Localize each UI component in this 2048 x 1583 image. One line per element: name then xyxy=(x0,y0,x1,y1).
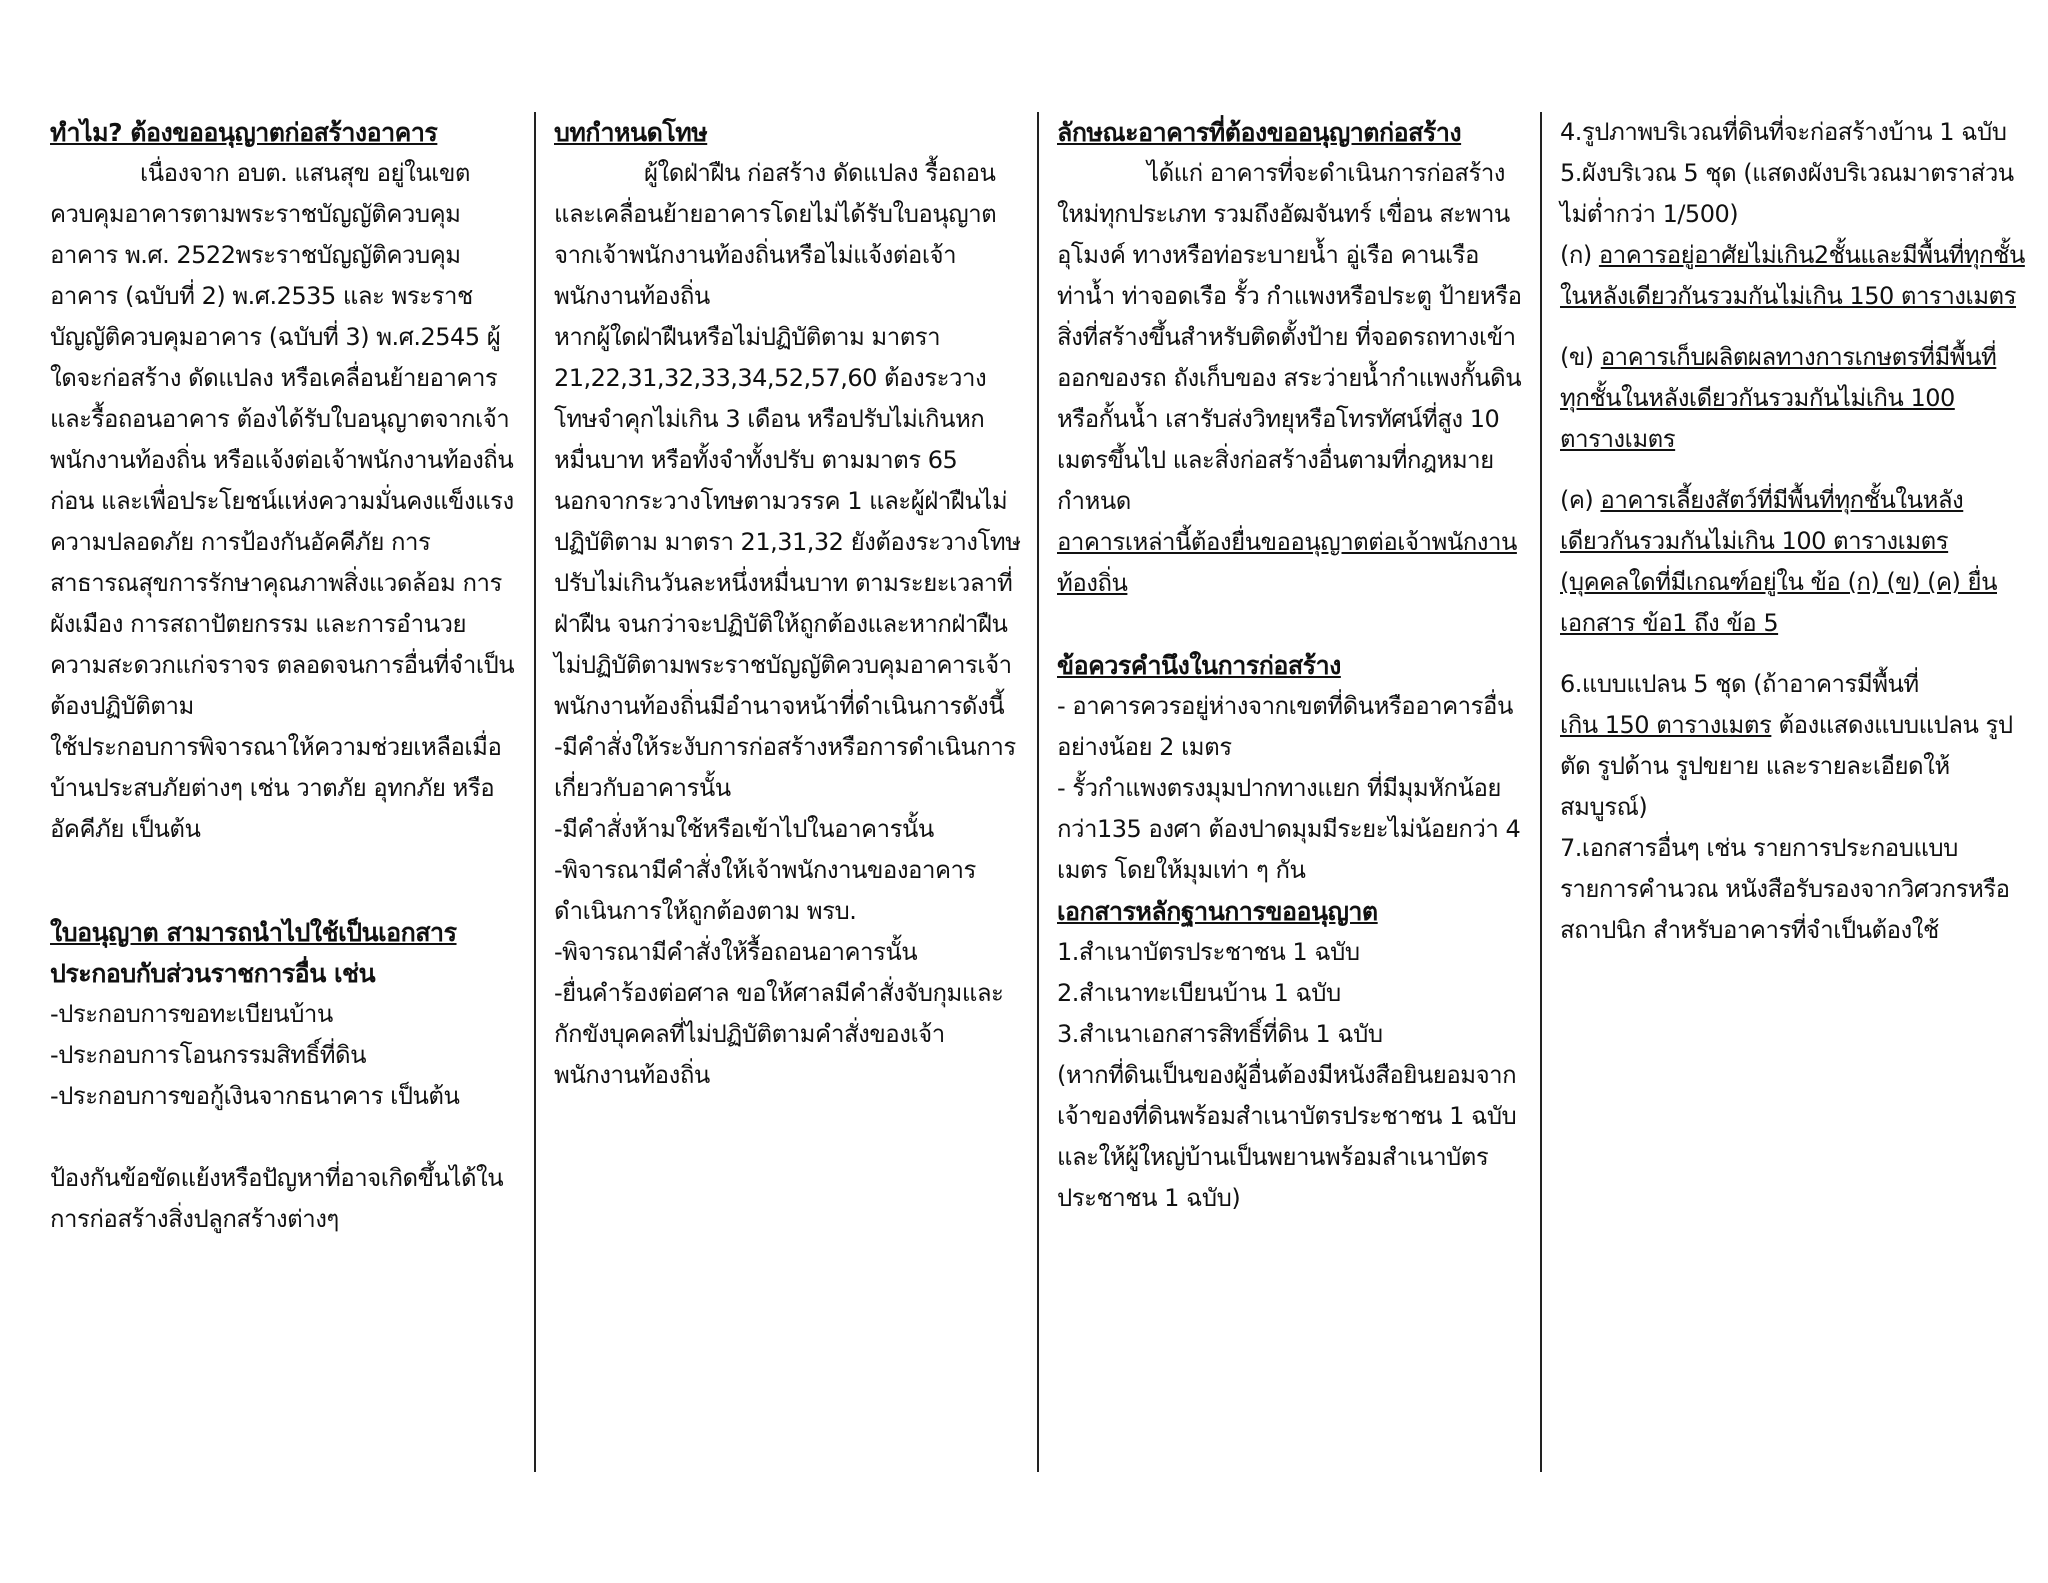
heading-considerations: ข้อควรคำนึงในการก่อสร้าง xyxy=(1057,651,1341,680)
building-types-note: อาคารเหล่านี้ต้องยื่นขออนุญาตต่อเจ้าพนักงานท้องถิ่น xyxy=(1057,528,1517,597)
category-b-label: (ข) xyxy=(1560,343,1601,371)
column-building-types xyxy=(1057,112,1527,1219)
spacer xyxy=(1560,644,2025,664)
item-6-underline: เกิน 150 ตารางเมตร xyxy=(1560,711,1772,739)
column-divider-2 xyxy=(1037,112,1039,1472)
column-divider-3 xyxy=(1540,112,1542,1472)
permit-item: -ประกอบการโอนกรรมสิทธิ์ที่ดิน xyxy=(50,1041,367,1069)
closing-text: ป้องกันข้อขัดแย้งหรือปัญหาที่อาจเกิดขึ้นได้ในการก่อสร้างสิ่งปลูกสร้างต่างๆ xyxy=(50,1164,504,1233)
spacer xyxy=(50,850,520,912)
heading-penalty: บทกำหนดโทษ xyxy=(554,118,708,147)
penalty-body: ผู้ใดฝ่าฝืน ก่อสร้าง ดัดแปลง รื้อถอน และเคลื่อนย้ายอาคารโดยไม่ได้รับใบอนุญาตจากเจ้าพนักงานท้องถิ่นหรือไม่แจ้งต่อเจ้าพนักงานท้องถิ่น xyxy=(554,159,997,310)
building-types-body: ได้แก่ อาคารที่จะดำเนินการก่อสร้างใหม่ทุกประเภท รวมถึงอัฒจันทร์ เขื่อน สะพาน อุโมงค์ ทางหรือท่อระบายน้ำ อู่เรือ คานเรือ ท่าน้ำ ท่าจอดเรือ รั้ว กำแพงหรือประตู ป้ายหรือสิ่งที่สร้างขึ้นสำหรับติดตั้งป้าย ที่จอดรถทางเข้าออกของรถ ถังเก็บของ สระว่ายน้ำกำแพงกั้นดินหรือกั้นน้ำ เสารับส่งวิทยุหรือโทรทัศน์ที่สูง 10 เมตรขึ้นไป และสิ่งก่อสร้างอื่นตามที่กฎหมายกำหนด xyxy=(1057,159,1522,515)
document-item: 3.สำเนาเอกสารสิทธิ์ที่ดิน 1 ฉบับ xyxy=(1057,1020,1383,1048)
building-category-a xyxy=(1560,235,2025,317)
why-permit-body-2: ใช้ประกอบการพิจารณาให้ความช่วยเหลือเมื่อบ้านประสบภัยต่างๆ เช่น วาตภัย อุทกภัย หรืออัคคีภัย เป็นต้น xyxy=(50,733,502,843)
spacer xyxy=(1560,460,2025,480)
permit-item: -ประกอบการขอกู้เงินจากธนาคาร เป็นต้น xyxy=(50,1082,460,1110)
document-item: 2.สำเนาทะเบียนบ้าน 1 ฉบับ xyxy=(1057,979,1341,1007)
heading-permit-usage: ใบอนุญาต สามารถนำไปใช้เป็นเอกสาร xyxy=(50,918,457,947)
spacer xyxy=(1057,604,1527,645)
penalty-item: -ยื่นคำร้องต่อศาล ขอให้ศาลมีคำสั่งจับกุมและกักขังบุคคลที่ไม่ปฏิบัติตามคำสั่งของเจ้าพนักงานท้องถิ่น xyxy=(554,979,1004,1089)
building-category-c xyxy=(1560,480,2025,562)
building-category-b xyxy=(1560,337,2025,460)
document-item-5: 5.ผังบริเวณ 5 ชุด (แสดงผังบริเวณมาตราส่วนไม่ต่ำกว่า 1/500) xyxy=(1560,159,2014,228)
item-6-prefix: 6.แบบแปลน 5 ชุด (ถ้าอาคารมีพื้นที่ xyxy=(1560,670,1919,698)
category-note: (บุคคลใดที่มีเกณฑ์อยู่ใน ข้อ (ก) (ข) (ค) ยื่นเอกสาร ข้อ1 ถึง ข้อ 5 xyxy=(1560,568,1997,637)
consideration-item: - รั้วกำแพงตรงมุมปากทางแยก ที่มีมุมหักน้อยกว่า135 องศา ต้องปาดมุมมีระยะไม่น้อยกว่า 4 เมตร โดยให้มุมเท่า ๆ กัน xyxy=(1057,774,1521,884)
heading-permit-usage-2: ประกอบกับส่วนราชการอื่น เช่น xyxy=(50,959,376,988)
heading-building-types: ลักษณะอาคารที่ต้องขออนุญาตก่อสร้าง xyxy=(1057,118,1462,147)
column-documents-continued xyxy=(1560,112,2025,951)
category-a-label: (ก) xyxy=(1560,241,1599,269)
penalty-item: -มีคำสั่งให้ระงับการก่อสร้างหรือการดำเนินการเกี่ยวกับอาคารนั้น xyxy=(554,733,1016,802)
document-item-note: (หากที่ดินเป็นของผู้อื่นต้องมีหนังสือยินยอมจากเจ้าของที่ดินพร้อมสำเนาบัตรประชาชน 1 ฉบับ และให้ผู้ใหญ่บ้านเป็นพยานพร้อมสำเนาบัตรประชาชน 1 ฉบับ) xyxy=(1057,1061,1517,1212)
category-b-text: อาคารเก็บผลิตผลทางการเกษตรที่มีพื้นที่ทุกชั้นในหลังเดียวกันรวมกันไม่เกิน 100 ตารางเมตร xyxy=(1560,343,1997,453)
penalty-item: -พิจารณามีคำสั่งให้เจ้าพนักงานของอาคารดำเนินการให้ถูกต้องตาม พรบ. xyxy=(554,856,976,925)
heading-documents: เอกสารหลักฐานการขออนุญาต xyxy=(1057,897,1378,926)
item-6-suffix: ต้องแสดงแบบแปลน รูปตัด รูปด้าน รูปขยาย และรายละเอียดให้สมบูรณ์) xyxy=(1560,711,2013,821)
heading-why-permit: ทำไม? ต้องขออนุญาตก่อสร้างอาคาร xyxy=(50,118,438,147)
document-item: 1.สำเนาบัตรประชาชน 1 ฉบับ xyxy=(1057,938,1360,966)
column-divider-1 xyxy=(534,112,536,1472)
penalty-item: -มีคำสั่งห้ามใช้หรือเข้าไปในอาคารนั้น xyxy=(554,815,934,843)
why-permit-body: เนื่องจาก อบต. แสนสุข อยู่ในเขตควบคุมอาคารตามพระราชบัญญัติควบคุมอาคาร พ.ศ. 2522พระราชบัญญัติควบคุมอาคาร (ฉบับที่ 2) พ.ศ.2535 และ พระราชบัญญัติควบคุมอาคาร (ฉบับที่ 3) พ.ศ.2545 ผู้ใดจะก่อสร้าง ดัดแปลง หรือเคลื่อนย้ายอาคาร และรื้อถอนอาคาร ต้องได้รับใบอนุญาตจากเจ้าพนักงานท้องถิ่น หรือแจ้งต่อเจ้าพนักงานท้องถิ่นก่อน และเพื่อประโยชน์แห่งความมั่นคงแข็งแรง ความปลอดภัย การป้องกันอัคคีภัย การสาธารณสุขการรักษาคุณภาพสิ่งแวดล้อม การผังเมือง การสถาปัตยกรรม และการอำนวยความสะดวกแก่จราจร ตลอดจนการอื่นที่จำเป็นต้องปฏิบัติตาม xyxy=(50,159,515,720)
category-a-text: อาคารอยู่อาศัยไม่เกิน2ชั้นและมีพื้นที่ทุกชั้นในหลังเดียวกันรวมกันไม่เกิน 150 ตารางเมตร xyxy=(1560,241,2025,310)
column-why-permit xyxy=(50,112,520,1240)
document-item-7: 7.เอกสารอื่นๆ เช่น รายการประกอบแบบ รายการคำนวณ หนังสือรับรองจากวิศวกรหรือสถาปนิก สำหรับอาคารที่จำเป็นต้องใช้ xyxy=(1560,834,2010,944)
category-c-label: (ค) xyxy=(1560,486,1601,514)
category-c-text: อาคารเลี้ยงสัตว์ที่มีพื้นที่ทุกชั้นในหลังเดียวกันรวมกันไม่เกิน 100 ตารางเมตร xyxy=(1560,486,1964,555)
spacer xyxy=(1560,317,2025,337)
document-item-6 xyxy=(1560,664,2025,828)
penalty-body-2: หากผู้ใดฝ่าฝืนหรือไม่ปฏิบัติตาม มาตรา 21,22,31,32,33,34,52,57,60 ต้องระวางโทษจำคุกไม่เกิน 3 เดือน หรือปรับไม่เกินหกหมื่นบาท หรือทั้งจำทั้งปรับ ตามมาตร 65 นอกจากระวางโทษตามวรรค 1 และผู้ฝ่าฝืนไม่ปฏิบัติตาม มาตรา 21,31,32 ยังต้องระวางโทษปรับไม่เกินวันละหนึ่งหมื่นบาท ตามระยะเวลาที่ฝ่าฝืน จนกว่าจะปฏิบัติให้ถูกต้องและหากฝ่าฝืนไม่ปฏิบัติตามพระราชบัญญัติควบคุมอาคารเจ้าพนักงานท้องถิ่นมีอำนาจหน้าที่ดำเนินการดังนี้ xyxy=(554,323,1021,720)
spacer xyxy=(50,1117,520,1158)
penalty-item: -พิจารณามีคำสั่งให้รื้อถอนอาคารนั้น xyxy=(554,938,918,966)
column-penalty xyxy=(554,112,1024,1096)
permit-item: -ประกอบการขอทะเบียนบ้าน xyxy=(50,1000,333,1028)
document-item-4: 4.รูปภาพบริเวณที่ดินที่จะก่อสร้างบ้าน 1 ฉบับ xyxy=(1560,118,2007,146)
consideration-item: - อาคารควรอยู่ห่างจากเขตที่ดินหรืออาคารอื่นอย่างน้อย 2 เมตร xyxy=(1057,692,1513,761)
